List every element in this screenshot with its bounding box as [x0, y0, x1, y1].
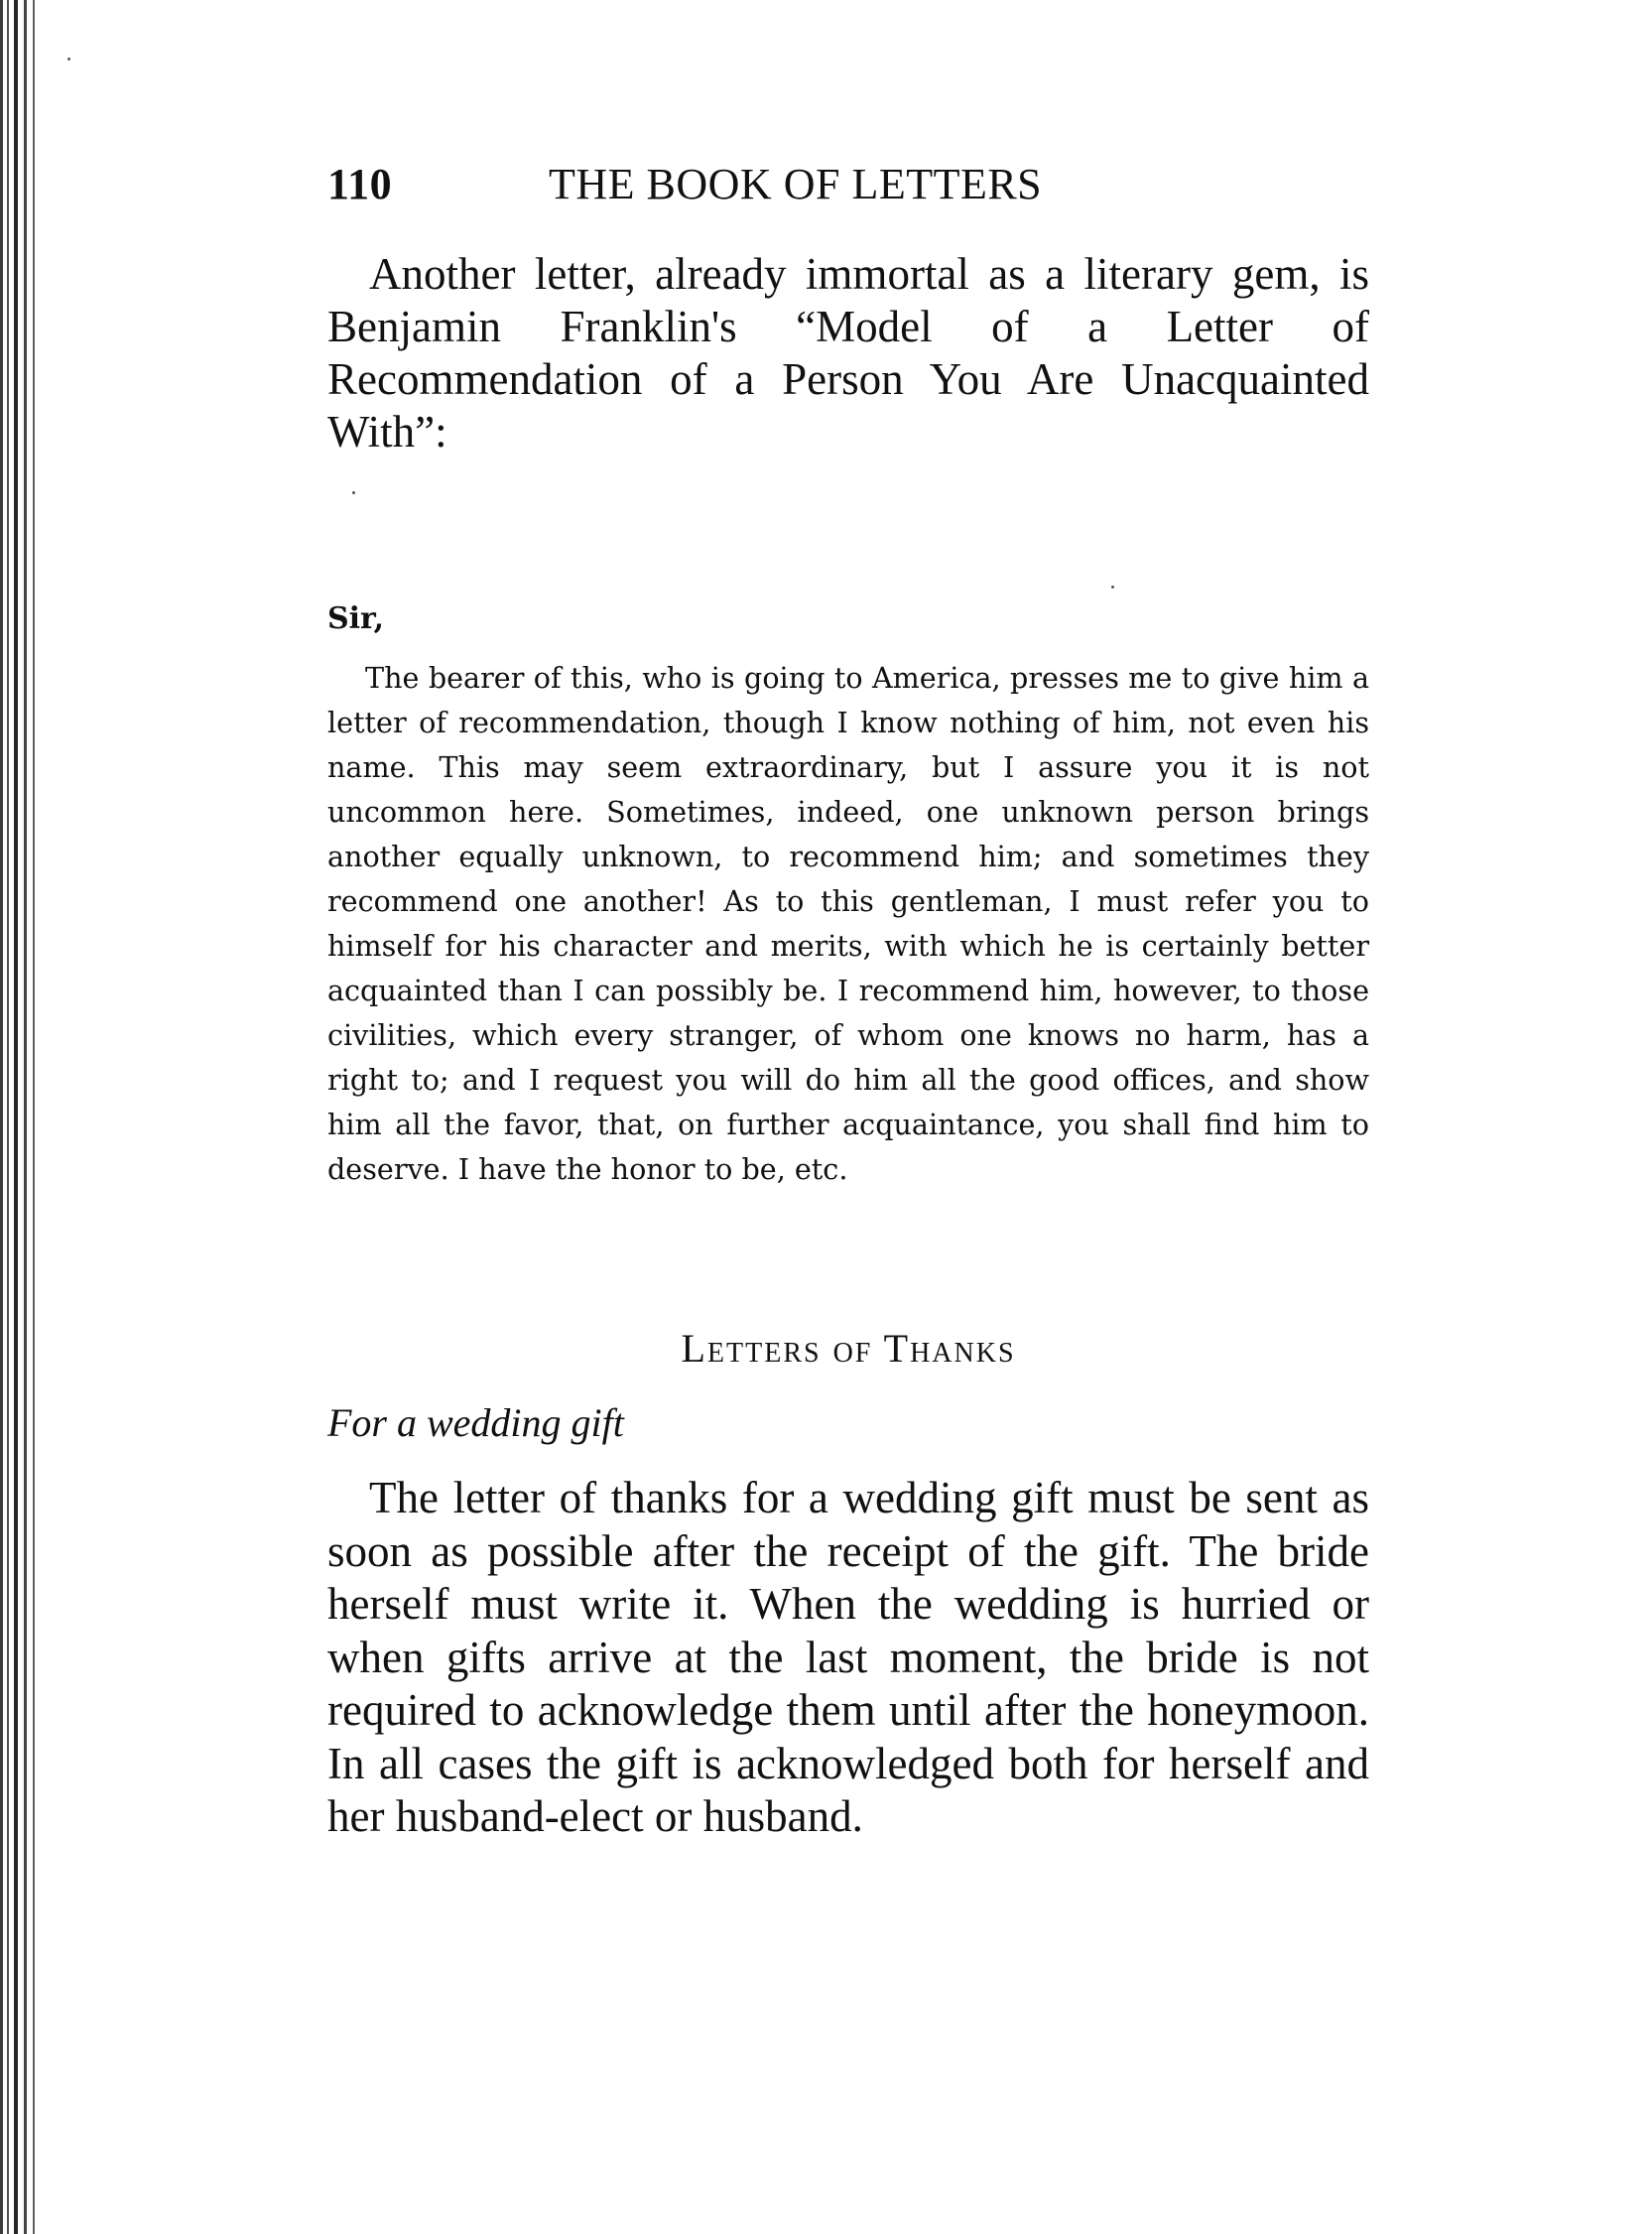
book-binding-edge	[0, 0, 48, 2234]
running-title: THE BOOK OF LETTERS	[549, 160, 1043, 208]
section-heading: Letters of Thanks	[681, 1326, 1016, 1371]
section-subheading: For a wedding gift	[327, 1400, 624, 1445]
scan-speck	[67, 58, 70, 61]
letter-salutation: Sir,	[327, 601, 385, 636]
scan-speck	[1111, 586, 1114, 589]
page-number: 110	[327, 160, 393, 208]
letter-body: The bearer of this, who is going to America, presses me to give him a letter of recommendation, though I know nothing of him, not even his name. This may seem extraordinary, but I assure you it is not uncommon here. Sometimes, indeed, one unknown person brings another equally unknown, to recommend him; and sometimes they recommend one another! As to this gentleman, I must refer you to himself for his character and merits, with which he is certainly better acquainted than I can possibly be. I recommend him, however, to those civilities, which every stranger, of whom one knows no harm, has a right to; and I request you will do him all the good offices, and show him all the favor, that, on further acquaintance, you shall find him to deserve. I have the honor to be, etc.	[327, 661, 1369, 1186]
scan-speck	[352, 491, 355, 494]
intro-paragraph: Another letter, already immortal as a literary gem, is Benjamin Franklin's “Model of a Letter of Recommendation of a Person You Are Unacquainted With”:	[327, 249, 1369, 457]
running-header	[327, 159, 1379, 228]
wedding-gift-paragraph: The letter of thanks for a wedding gift must be sent as soon as possible after the receipt of the gift. The bride herself must write it. When the wedding is hurried or when gifts arrive at the last moment, the bride is not required to acknowledge them until after the honeymoon. In all cases the gift is acknowledged both for herself and her husband-elect or husband.	[327, 1473, 1369, 1841]
